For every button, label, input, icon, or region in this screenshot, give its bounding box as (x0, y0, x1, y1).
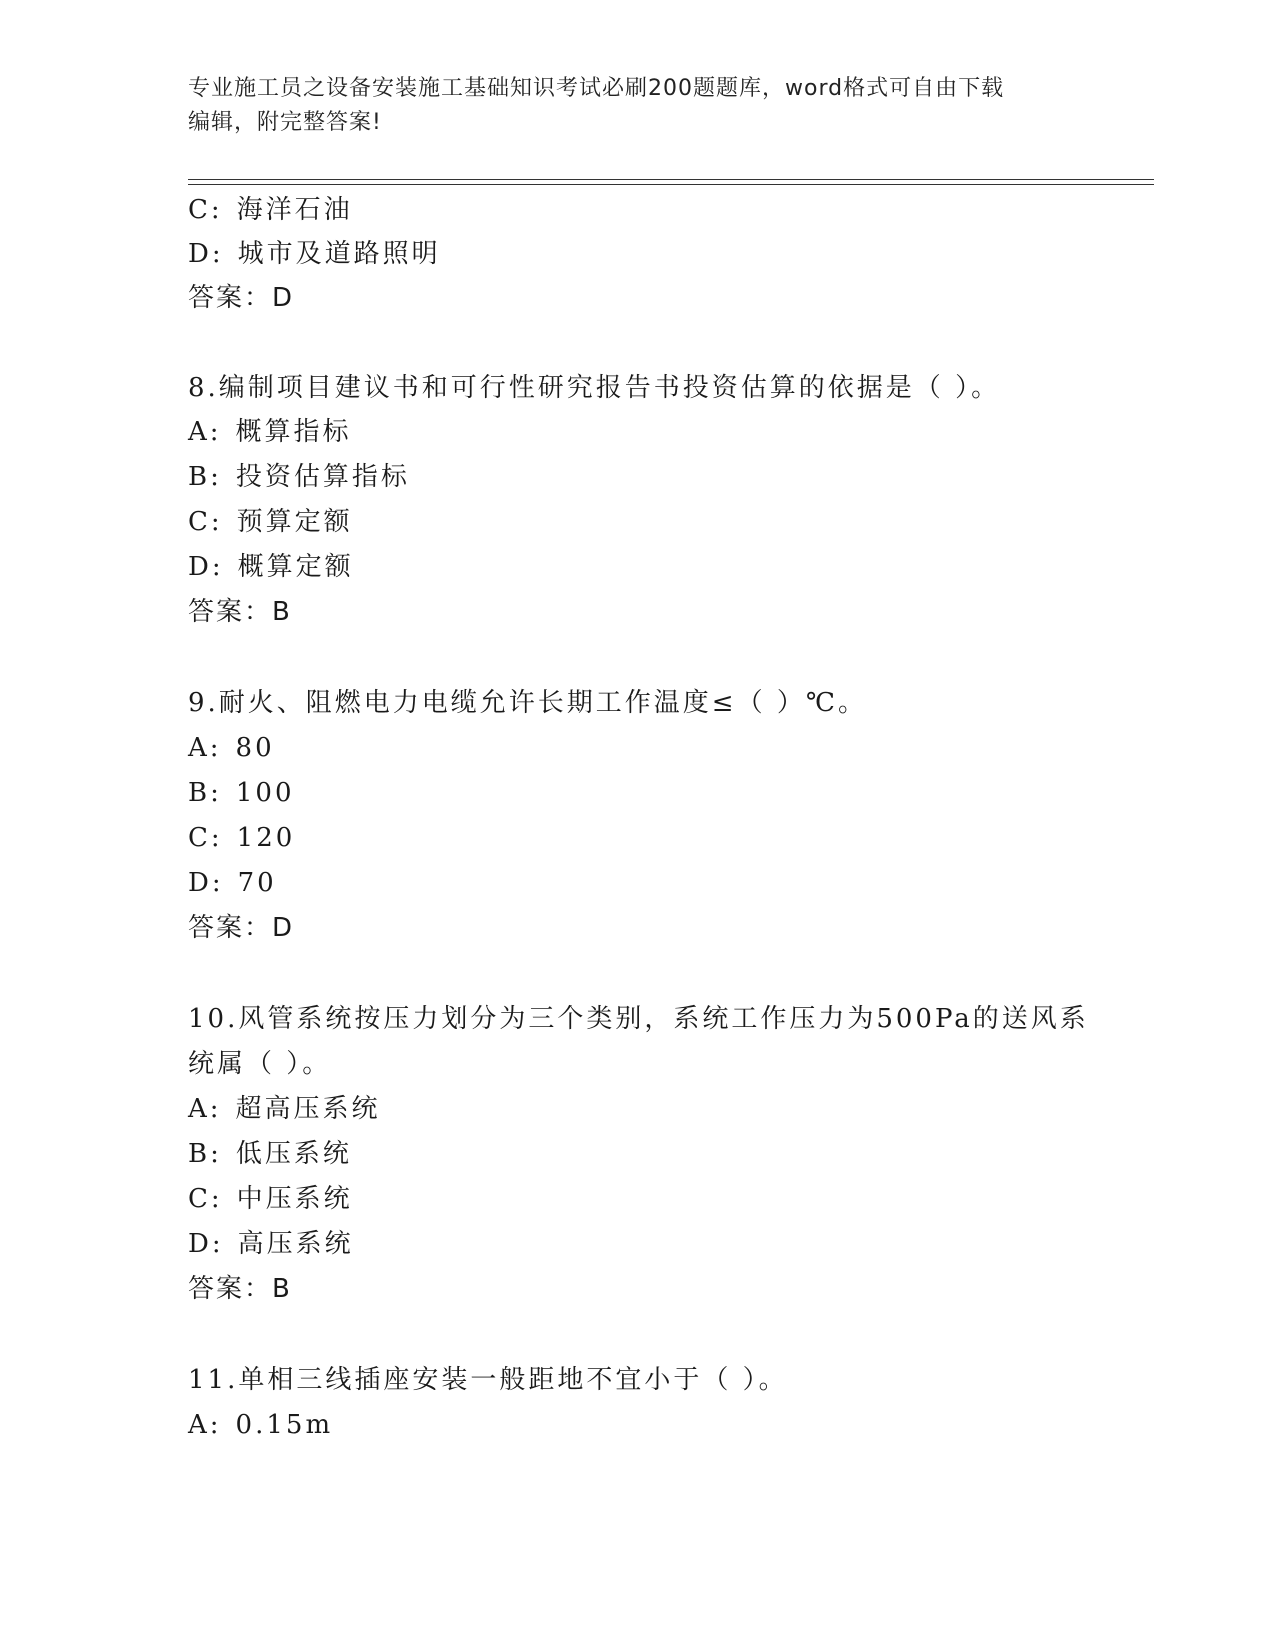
q10-option-b (188, 1138, 352, 1170)
option-label: D: (188, 552, 224, 582)
q8-option-b (188, 461, 410, 493)
q10-answer: 答案：B (188, 1274, 292, 1304)
option-label: C: (188, 507, 223, 537)
q9-option-a (188, 732, 275, 764)
option-label: C: (188, 195, 223, 225)
q10-option-c (188, 1183, 353, 1215)
q11-stem: 11.单相三线插座安装一般距地不宜小于（ ）。 (188, 1365, 788, 1395)
option-text: 80 (235, 733, 275, 763)
option-label: C: (188, 1184, 223, 1214)
option-label: A: (188, 1410, 222, 1440)
option-label: B: (188, 462, 222, 492)
q9-option-b (188, 777, 295, 809)
option-text: 120 (236, 823, 296, 853)
option-label: C: (188, 823, 223, 853)
option-text: 高压系统 (237, 1229, 354, 1259)
option-text: 概算指标 (235, 417, 352, 447)
q8-option-d (188, 551, 354, 583)
q7-option-d (188, 238, 441, 270)
option-text: 70 (237, 868, 277, 898)
option-text: 0.15m (235, 1410, 334, 1440)
q11-option-a (188, 1409, 333, 1441)
q9-answer: 答案：D (188, 913, 295, 943)
option-label: A: (188, 733, 222, 763)
q10-stem-line-2: 统属（ ）。 (188, 1049, 332, 1079)
q9-option-c (188, 822, 295, 854)
option-text: 概算定额 (237, 552, 354, 582)
option-label: B: (188, 778, 222, 808)
option-text: 投资估算指标 (235, 462, 410, 492)
header-divider-top (188, 179, 1154, 180)
option-label: D: (188, 1229, 224, 1259)
option-label: B: (188, 1139, 222, 1169)
q7-option-c (188, 194, 353, 226)
q8-option-c (188, 506, 353, 538)
q8-answer: 答案：B (188, 597, 292, 627)
header-line-2: 编辑，附完整答案! (188, 110, 382, 135)
q10-option-a (188, 1093, 381, 1125)
q10-option-d (188, 1228, 354, 1260)
option-text: 超高压系统 (235, 1094, 381, 1124)
option-label: D: (188, 868, 224, 898)
option-text: 城市及道路照明 (237, 239, 441, 269)
document-header (188, 72, 1068, 140)
q9-option-d (188, 867, 277, 899)
option-label: D: (188, 239, 224, 269)
option-text: 中压系统 (236, 1184, 353, 1214)
option-label: A: (188, 417, 222, 447)
q7-answer: 答案：D (188, 283, 295, 313)
option-label: A: (188, 1094, 222, 1124)
q8-option-a (188, 416, 352, 448)
option-text: 100 (235, 778, 295, 808)
q10-stem-line-1: 10.风管系统按压力划分为三个类别，系统工作压力为500Pa的送风系 (188, 1004, 1089, 1034)
option-text: 预算定额 (236, 507, 353, 537)
option-text: 海洋石油 (236, 195, 353, 225)
q9-stem: 9.耐火、阻燃电力电缆允许长期工作温度≤（ ）℃。 (188, 688, 867, 718)
q8-stem: 8.编制项目建议书和可行性研究报告书投资估算的依据是（ ）。 (188, 373, 1001, 403)
header-line-1: 专业施工员之设备安装施工基础知识考试必刷200题题库，word格式可自由下载 (188, 76, 1005, 101)
option-text: 低压系统 (235, 1139, 352, 1169)
header-divider-bottom (188, 184, 1154, 185)
